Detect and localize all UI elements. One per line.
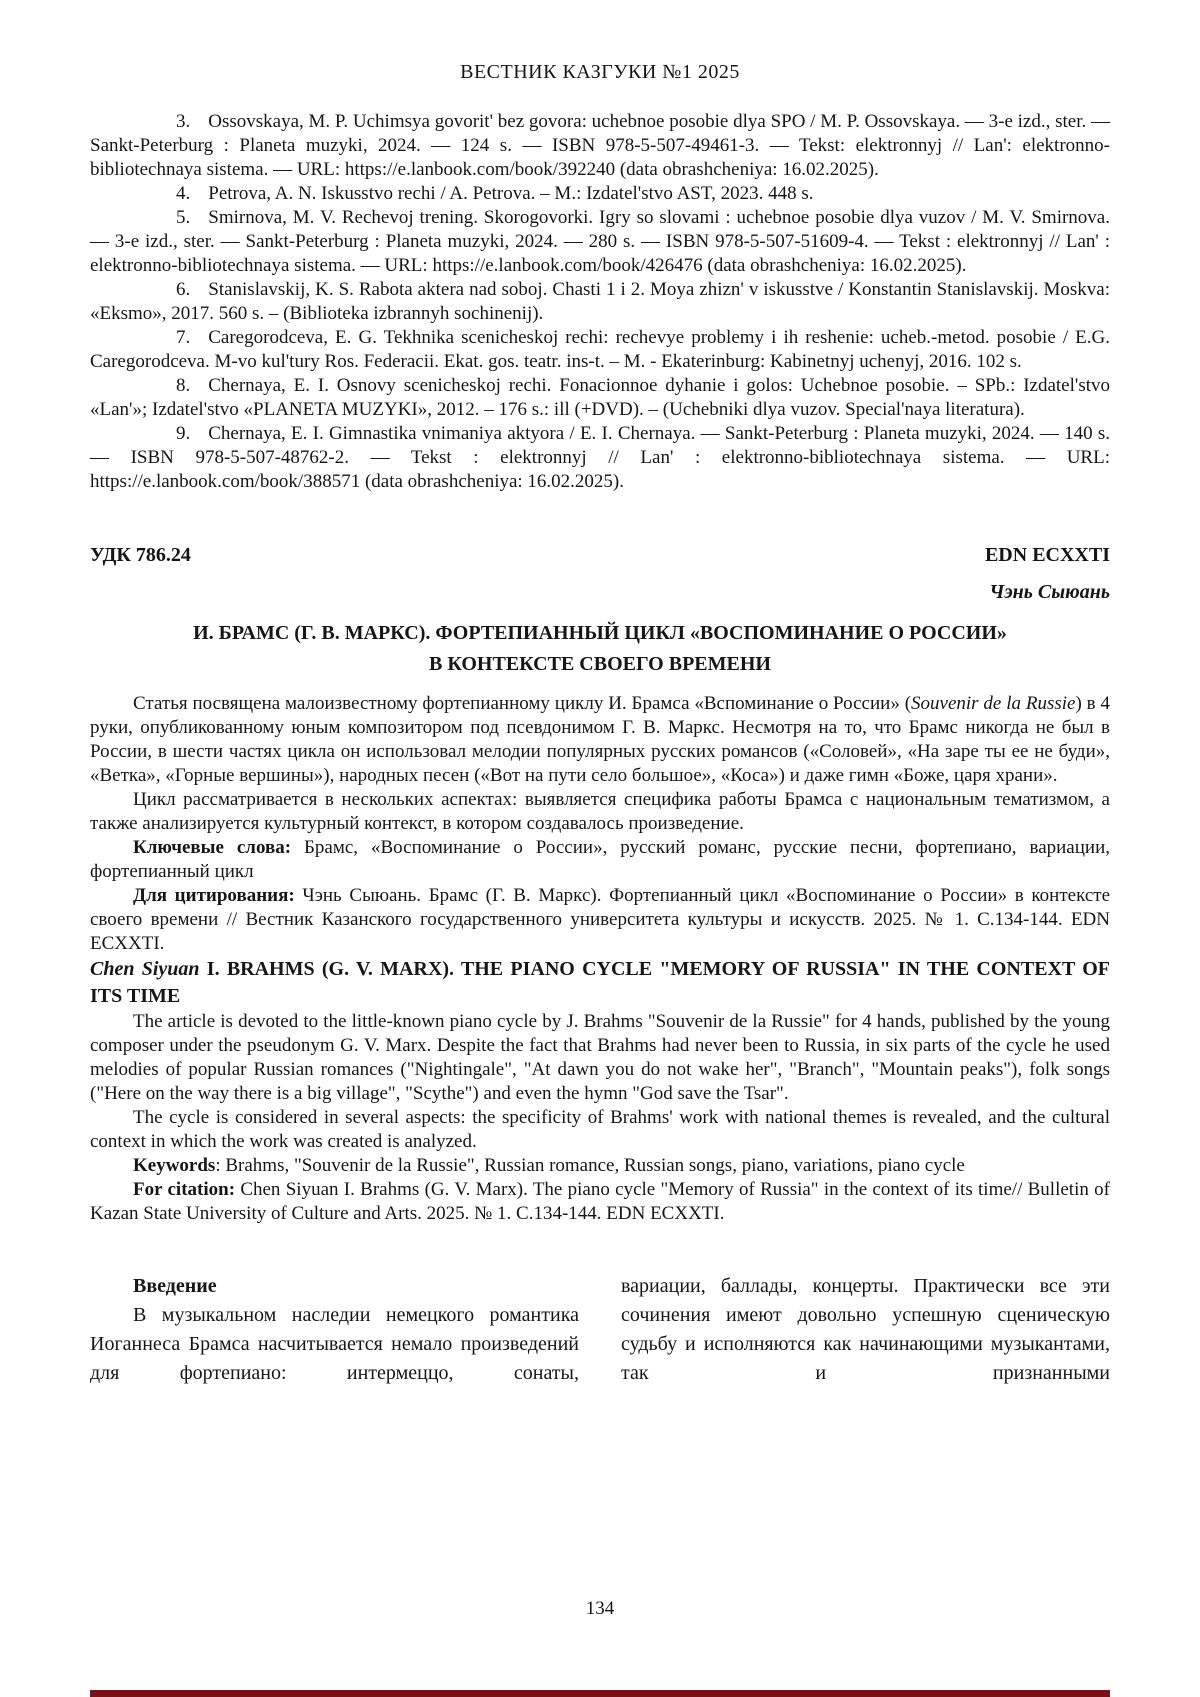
abstract-en-paragraph: The article is devoted to the little-known piano cycle by J. Brahms "Souvenir de la Russie" for 4 hands, published by the young composer under the pseudonym G. V. Marx. Despite the fact that Brahms had never been to Russia, in six parts of the cycle he used melodies of popular Russian romances ("Nightingale", "At dawn you do not wake her", "Branch", "Mountain peaks"), folk songs ("Here on the way there is a big village", "Scythe") and even the hymn "God save the Tsar". (90, 1011, 1110, 1104)
reference-number: 6. (176, 279, 191, 300)
page-number: 134 (585, 1598, 615, 1619)
intro-left-column (90, 1272, 579, 1388)
references-list (90, 110, 1110, 494)
reference-number: 8. (176, 375, 191, 396)
reference-text: Chernaya, E. I. Gimnastika vnimaniya aktyora / E. I. Chernaya. — Sankt-Peterburg : Planeta muzyki, 2024. — 140 s. — ISBN 978-5-507-48762-2. — Tekst : elektronnyj // Lan' : elektronno-bibliotechnaya sistema. — URL: https://e.lanbook.com/book/388571 (data obrashcheniya: 16.02.2025). (90, 423, 1110, 492)
reference-item (90, 278, 1110, 326)
introduction-section (90, 1272, 1110, 1388)
author-en: Chen Siyuan (90, 958, 200, 980)
citation-ru (90, 884, 1110, 956)
abstract-block (90, 692, 1110, 1226)
intro-left-paragraph: В музыкальном наследии немецкого романтика Иоганнеса Брамса насчитывается немало произведений для фортепиано: интермеццо, сонаты, (90, 1304, 579, 1384)
reference-item (90, 422, 1110, 494)
intro-right-paragraph: вариации, баллады, концерты. Практически все эти сочинения имеют довольно успешную сценическую судьбу и исполняются как начинающими музыкантами, так и признанными (621, 1275, 1110, 1384)
reference-number: 4. (176, 183, 191, 204)
abstract-text: Статья посвящена малоизвестному фортепианному циклу И. Брамса «Вспоминание о России» ( (133, 693, 912, 714)
udc-code: УДК 786.24 (90, 544, 191, 566)
title-ru-line: И. БРАМС (Г. В. МАРКС). ФОРТЕПИАННЫЙ ЦИКЛ «ВОСПОМИНАНИЕ О РОССИИ» (193, 622, 1007, 644)
reference-item (90, 374, 1110, 422)
citation-en (90, 1178, 1110, 1226)
abstract-ru-paragraph (90, 692, 1110, 788)
abstract-ru-paragraph: Цикл рассматривается в нескольких аспектах: выявляется специфика работы Брамса с национальным тематизмом, а также анализируется культурный контекст, в котором создавалось произведение. (90, 789, 1110, 834)
title-en-text: I. BRAHMS (G. V. MARX). THE PIANO CYCLE "MEMORY OF RUSSIA" IN THE CONTEXT OF ITS TIME (90, 958, 1111, 1007)
citation-ru-label: Для цитирования: (133, 885, 295, 906)
author-ru: Чэнь Сыюань (989, 581, 1110, 603)
keywords-ru (90, 836, 1110, 884)
keywords-ru-label: Ключевые слова: (133, 837, 292, 858)
keywords-en-label: Keywords (133, 1155, 216, 1176)
article-title-en (90, 956, 1110, 1010)
reference-text: Caregorodceva, E. G. Tekhnika scenicheskoj rechi: rechevye problemy i ih reshenie: ucheb.-metod. posobie / E.G. Caregorodceva. M-vo kul'tury Ros. Federacii. Ekat. gos. teatr. ins-t. – M. - Ekaterinburg: Kabinetnyj uchenyj, 2016. 102 s. (90, 327, 1110, 372)
title-ru-line: В КОНТЕКСТЕ СВОЕГО ВРЕМЕНИ (429, 653, 771, 675)
reference-number: 5. (176, 207, 191, 228)
reference-item (90, 326, 1110, 374)
reference-text: Petrova, A. N. Iskusstvo rechi / A. Petrova. – M.: Izdatel'stvo AST, 2023. 448 s. (208, 183, 814, 204)
intro-right-column (621, 1272, 1110, 1388)
footer-bar (90, 1690, 1110, 1697)
edn-code: EDN ECXXTI (984, 544, 1110, 566)
abstract-text: ) в 4 руки, опубликованному юным композитором под псевдонимом Г. В. Маркс. Несмотря на то, что Брамс никогда не был в России, в шести частях цикла он использовал мелодии популярных русских романсов («Соловей», «На заре ты ее не буди», «Ветка», «Горные вершины»), народных песен («Вот на пути село большое», «Коса») и даже гимн «Боже, царя храни». (90, 693, 1111, 786)
intro-heading: Введение (133, 1275, 217, 1297)
citation-en-text: Chen Siyuan I. Brahms (G. V. Marx). The piano cycle "Memory of Russia" in the context of its time// Bulletin of Kazan State University of Culture and Arts. 2025. № 1. С.134-144. EDN ECXXTI. (90, 1179, 1110, 1224)
article-meta-row (90, 544, 1110, 567)
reference-item (90, 206, 1110, 278)
reference-item (90, 182, 1110, 206)
keywords-ru-text: Брамс, «Воспоминание о России», русский романс, русские песни, фортепиано, вариации, фортепианный цикл (90, 837, 1110, 882)
journal-header: ВЕСТНИК КАЗГУКИ №1 2025 (460, 61, 740, 83)
citation-en-label: For citation: (133, 1179, 236, 1200)
reference-number: 9. (176, 423, 191, 444)
article-title-ru (90, 618, 1110, 680)
reference-number: 3. (176, 111, 191, 132)
reference-text: Chernaya, E. I. Osnovy scenicheskoj rechi. Fonacionnoe dyhanie i golos: Uchebnoe posobie. – SPb.: Izdatel'stvo «Lan'»; Izdatel'stvo «PLANETA MUZYKI», 2012. – 176 s.: ill (+DVD). – (Uchebniki dlya vuzov. Special'naya literatura). (90, 375, 1110, 420)
abstract-italic-text: Souvenir de la Russie (911, 693, 1076, 714)
reference-text: Smirnova, M. V. Rechevoj trening. Skorogovorki. Igry so slovami : uchebnoe posobie dlya vuzov / M. V. Smirnova. — 3-e izd., ster. — Sankt-Peterburg : Planeta muzyki, 2024. — 280 s. — ISBN 978-5-507-51609-4. — Tekst : elektronnyj // Lan' : elektronno-bibliotechnaya sistema. — URL: https://e.lanbook.com/book/426476 (data obrashcheniya: 16.02.2025). (90, 207, 1110, 276)
reference-item (90, 110, 1110, 182)
citation-ru-text: Чэнь Сыюань. Брамс (Г. В. Маркс). Фортепианный цикл «Воспоминание о России» в контексте своего времени // Вестник Казанского государственного университета культуры и искусств. 2025. № 1. С.134-144. EDN ECXXTI. (90, 885, 1110, 954)
reference-text: Stanislavskij, K. S. Rabota aktera nad soboj. Chasti 1 i 2. Moya zhizn' v iskusstve / Konstantin Stanislavskij. Moskva: «Eksmo», 2017. 560 s. – (Biblioteka izbrannyh sochinenij). (90, 279, 1110, 324)
reference-number: 7. (176, 327, 191, 348)
keywords-en-text: : Brahms, "Souvenir de la Russie", Russian romance, Russian songs, piano, variations, piano cycle (215, 1155, 965, 1176)
keywords-en (90, 1154, 1110, 1178)
reference-text: Ossovskaya, M. P. Uchimsya govorit' bez govora: uchebnoe posobie dlya SPO / M. P. Ossovskaya. — 3-e izd., ster. — Sankt-Peterburg : Planeta muzyki, 2024. — 124 s. — ISBN 978-5-507-49461-3. — Tekst: elektronnyj // Lan': elektronno-bibliotechnaya sistema. — URL: https://e.lanbook.com/book/392240 (data obrashcheniya: 16.02.2025). (90, 111, 1110, 180)
abstract-en-paragraph: The cycle is considered in several aspects: the specificity of Brahms' work with national themes is revealed, and the cultural context in which the work was created is analyzed. (90, 1107, 1110, 1152)
